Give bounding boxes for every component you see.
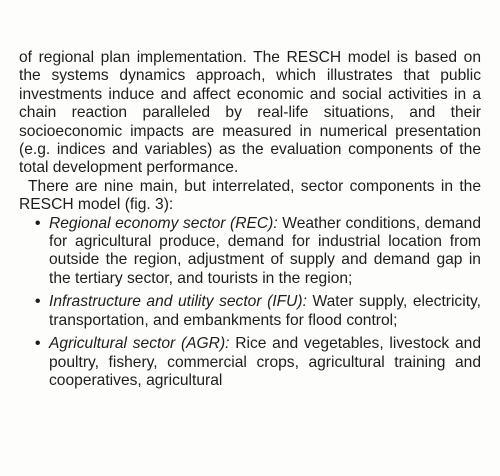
bullet-icon: • [35,293,41,311]
sector-list [19,215,481,391]
sector-name: Agricultural sector (AGR): [49,335,230,353]
list-item-agricultural [35,335,481,390]
list-item-regional-economy [35,214,481,289]
paragraph-model-description: of regional plan implementation. The RESCH model is based on the systems dynamics approach, which illustrates that public investments induce and affect economic and social activities in a chain reaction paralleled by real-life situations, and their socioeconomic impacts are measured in numerical presentation (e.g. indices and variables) as the evaluation components of the total development performance. [19,49,481,177]
sector-description: Water supply, electricity, transportation, and embankments for flood control; [49,293,481,329]
sector-description: Rice and vegetables, livestock and poultry, fishery, commercial crops, agricultural training and cooperatives, agricultural [49,335,481,389]
list-item-infrastructure [35,293,481,330]
sector-name: Regional economy sector (REC): [49,214,278,232]
bullet-icon: • [35,214,41,232]
sector-name: Infrastructure and utility sector (IFU): [49,293,307,311]
sector-description: Weather conditions, demand for agricultural produce, demand for industrial location from outside the region, adjustment of supply and demand gap in the tertiary sector, and tourists in the region; [49,214,481,287]
bullet-icon: • [35,335,41,353]
paragraph-sector-intro: There are nine main, but interrelated, sector components in the RESCH model (fig. 3): [19,177,481,214]
body-text [19,49,481,390]
